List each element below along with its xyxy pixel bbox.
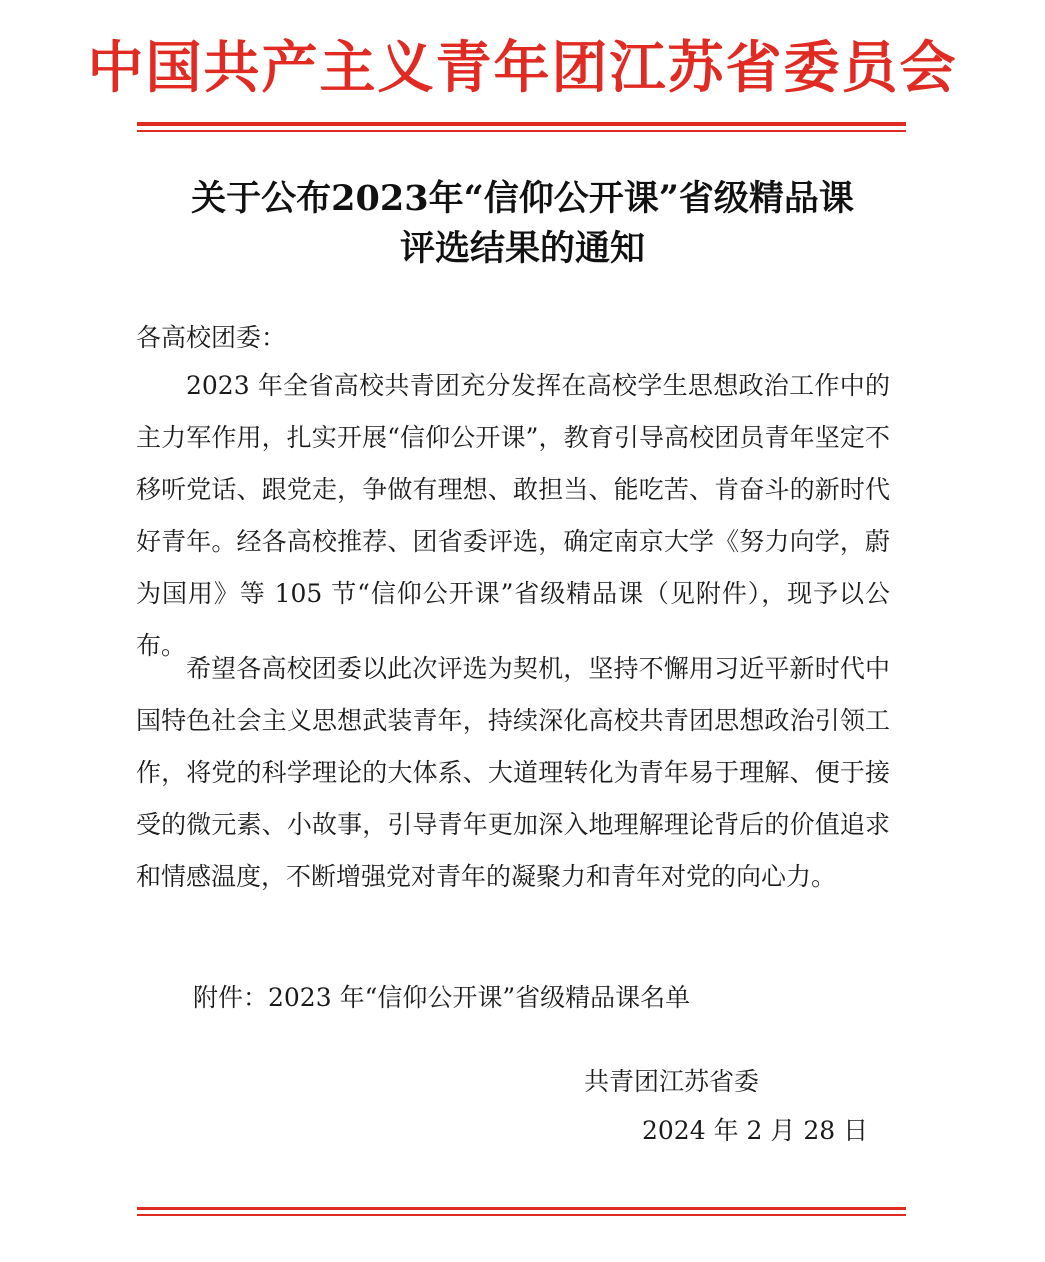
salutation: 各高校团委： xyxy=(136,323,287,352)
header-rule-thick xyxy=(137,122,906,126)
header-rule-thin xyxy=(137,130,906,132)
organization-header: 中国共产主义青年团江苏省委员会 xyxy=(87,35,958,101)
issue-date: 2024 年 2 月 28 日 xyxy=(642,1116,869,1145)
document-title-line-2: 评选结果的通知 xyxy=(399,228,645,269)
footer-rule-thick xyxy=(137,1207,906,1210)
document-title-line-1: 关于公布2023年“信仰公开课”省级精品课 xyxy=(191,178,854,219)
issuer-signature: 共青团江苏省委 xyxy=(584,1067,760,1096)
footer-rule-thin xyxy=(137,1214,906,1216)
body-paragraph-1: 2023 年全省高校共青团充分发挥在高校学生思想政治工作中的主力军作用，扎实开展“信仰公开课”，教育引导高校团员青年坚定不移听党话、跟党走，争做有理想、敢担当、能吃苦、肯奋斗的新时代好青年。经各高校推荐、团省委评选，确定南京大学《努力向学，蔚为国用》等 105 节“信仰公开课”省级精品课（见附件），现予以公布。 xyxy=(136,371,890,660)
body-paragraph-2: 希望各高校团委以此次评选为契机，坚持不懈用习近平新时代中国特色社会主义思想武装青年，持续深化高校共青团思想政治引领工作，将党的科学理论的大体系、大道理转化为青年易于理解、便于接受的微元素、小故事，引导青年更加深入地理解理论背后的价值追求和情感温度，不断增强党对青年的凝聚力和青年对党的向心力。 xyxy=(136,654,890,891)
attachment-note: 附件：2023 年“信仰公开课”省级精品课名单 xyxy=(193,983,691,1012)
